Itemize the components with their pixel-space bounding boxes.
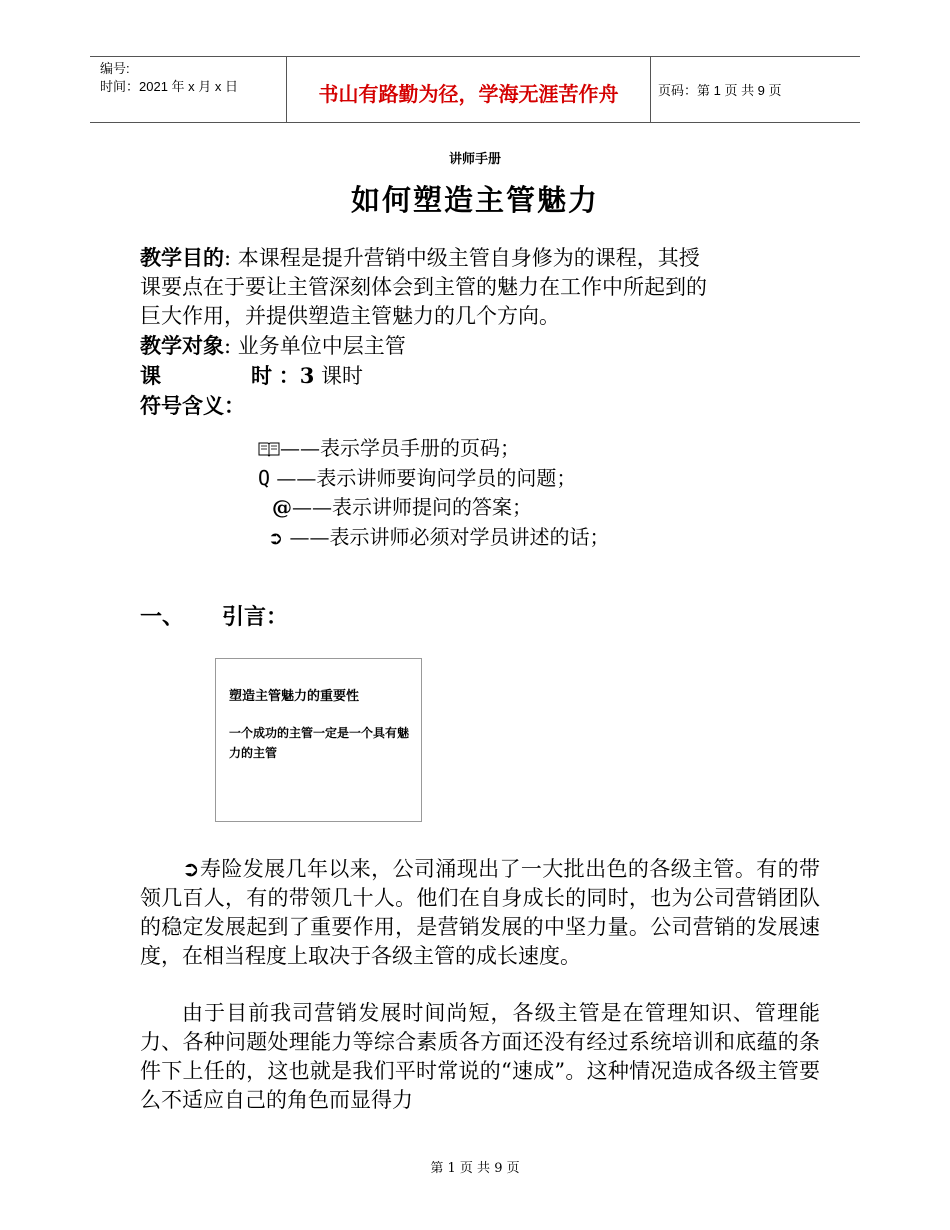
symbol-q-text: ——表示讲师要询问学员的问题；	[270, 466, 577, 490]
target-text: : 业务单位中层主管	[224, 334, 406, 358]
hours-label-1: 课	[140, 363, 161, 388]
section-heading	[140, 600, 288, 631]
slide-title: 塑造主管魅力的重要性	[229, 688, 360, 703]
target-label: 教学对象	[140, 333, 224, 358]
hours-label-2: 时	[251, 363, 272, 388]
symbol-arrow-text: ——表示讲师必须对学员讲述的话；	[283, 525, 610, 549]
header-motto: 书山有路勤为径，学海无涯苦作舟	[318, 84, 619, 106]
arrow-icon: ➲	[268, 528, 284, 549]
hours-unit: 课时	[321, 364, 363, 388]
header-divider-right	[650, 57, 651, 122]
doc-title: 如何塑造主管魅力	[350, 183, 599, 217]
book-icon	[258, 436, 280, 452]
header-bottom-rule	[90, 122, 860, 123]
header-time-label: 时间：2021 年 x 月 x 日	[100, 79, 238, 94]
header-number-label: 编号:	[100, 61, 130, 76]
doc-subtitle: 讲师手册	[448, 152, 501, 167]
teaching-purpose	[140, 243, 820, 420]
purpose-text-1: : 本课程是提升营销中级主管自身修为的课程，其授	[224, 246, 700, 270]
section-number: 一、	[140, 604, 185, 630]
page-footer: 第 1 页 共 9 页	[430, 1161, 520, 1176]
section-title: 引言：	[222, 604, 289, 630]
q-mark: Q	[258, 466, 271, 490]
symbol-book-text: ——表示学员手册的页码；	[280, 436, 520, 460]
symbol-at-text: ——表示讲师提问的答案；	[292, 495, 532, 519]
symbol-row-book	[258, 434, 520, 462]
purpose-text-2: 课要点在于要让主管深刻体会到主管的魅力在工作中所起到的	[140, 275, 707, 299]
slide-subtitle: 一个成功的主管一定是一个具有魅力的主管	[229, 726, 410, 760]
slide-thumbnail	[215, 658, 422, 822]
purpose-label: 教学目的	[140, 245, 224, 270]
hours-sep: ：	[278, 363, 300, 388]
paragraph-2: 由于目前我司营销发展时间尚短，各级主管是在管理知识、管理能力、各种问题处理能力等综合素质各方面还没有经过系统培训和底蕴的条件下上任的，这也就是我们平时常说的“速成”。这种情况造成各级主管要么不适应自己的角色而显得力	[140, 1001, 820, 1112]
symbols-label: 符号含义：	[140, 393, 245, 418]
symbol-row-speech	[268, 523, 609, 553]
paragraph-1: ➲寿险发展几年以来，公司涌现出了一大批出色的各级主管。有的带领几百人，有的带领几十人。他们在自身成长的同时，也为公司营销团队的稳定发展起到了重要作用，是营销发展的中坚力量。公司营销的发展速度，在相当程度上取决于各级主管的成长速度。	[140, 857, 820, 968]
hours-value: 3	[299, 363, 315, 388]
header-page-info: 页码：第 1 页 共 9 页	[658, 83, 782, 98]
header-top-rule	[90, 56, 860, 57]
symbol-row-question	[258, 464, 576, 492]
purpose-text-3: 巨大作用，并提供塑造主管魅力的几个方向。	[140, 304, 560, 328]
at-mark: @	[272, 495, 292, 519]
symbol-row-answer	[272, 493, 532, 521]
